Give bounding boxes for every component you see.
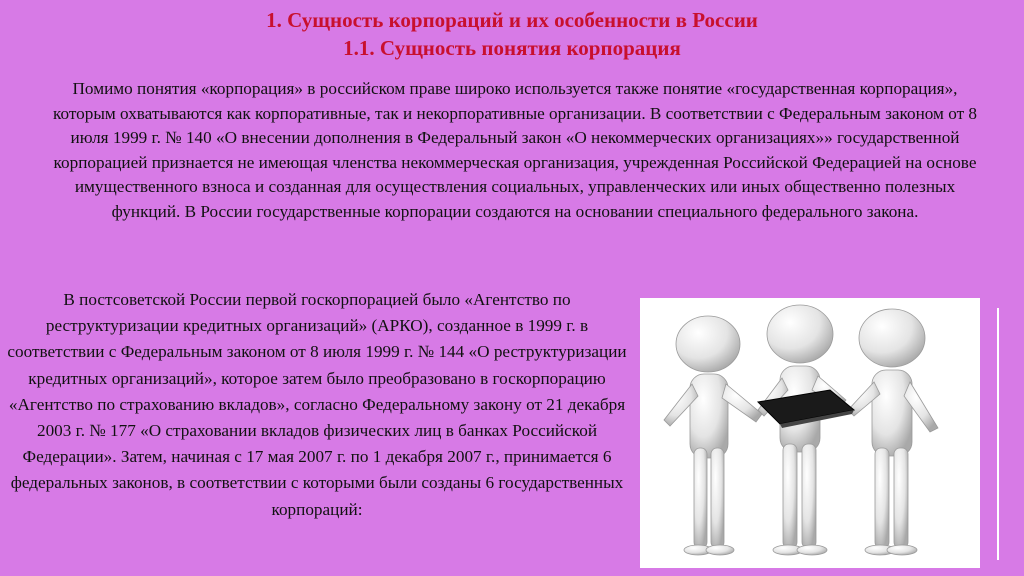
intro-paragraph: Помимо понятия «корпорация» в российском праве широко используется также понятие «государственная корпорация», которым охватываются как корпоративные, так и некорпоративные организации. В соответствии с Федеральным законом от 8 июля 1999 г. № 140 «О внесении дополнения в Федеральный закон «О некоммерческих организациях»» государственной корпорацией признается не имеющая членства некоммерческая организация, учрежденная Российской Федерацией на основе имущественного взноса и созданная для осуществления социальных, управленческих или иных общественно полезных функций. В России государственные корпорации создаются на основании специального федерального закона. [53,79,977,221]
slide-subtitle: 1.1. Сущность понятия корпорация [343,36,681,60]
three-figures-illustration [640,298,980,568]
slide-title: 1. Сущность корпораций и их особенности в России [266,8,758,32]
figures-icon [640,298,980,568]
decorative-divider [997,308,999,560]
history-paragraph: В постсоветской России первой госкорпорацией было «Агентство по реструктуризации кредитных организаций» (АРКО), созданное в 1999 г. в соответствии с Федеральным законом от 8 июля 1999 г. № 144 «О реструктуризации кредитных организаций», которое затем было преобразовано в госкорпорацию «Агентство по страхованию вкладов», согласно Федеральному закону от 21 декабря 2003 г. № 177 «О страховании вкладов физических лиц в банках Российской Федерации». Затем, начиная с 17 мая 2007 г. по 1 декабря 2007 г., принимается 6 федеральных законов, в соответствии с которыми были созданы 6 государственных корпораций: [7,290,627,519]
